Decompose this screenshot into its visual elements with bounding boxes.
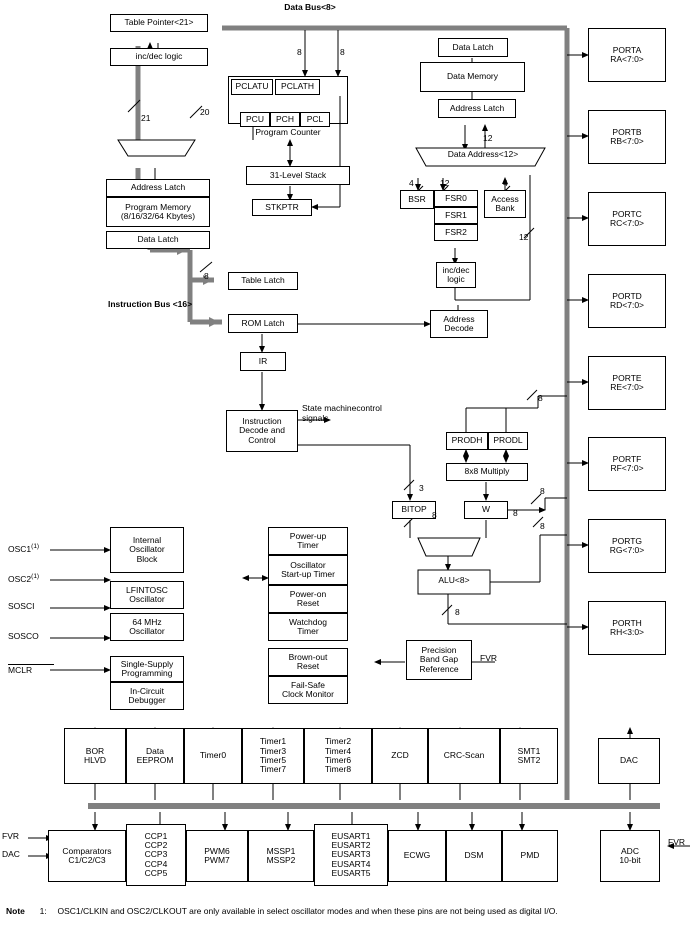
width-3-bitop: 3: [419, 483, 424, 493]
block-64mhz-oscillator: 64 MHz Oscillator: [110, 613, 184, 641]
peripheral-dac: DAC: [598, 738, 660, 784]
block-bsr: BSR: [400, 190, 434, 209]
width-8-bitop: 8: [432, 510, 437, 520]
port-e-bits: RE<7:0>: [610, 382, 644, 392]
peripheral-adc: ADC 10-bit: [600, 830, 660, 882]
block-instruction-decode: Instruction Decode and Control: [226, 410, 298, 452]
width-12-bus: 12: [519, 232, 529, 242]
width-8-tablelatch: 8: [204, 271, 209, 281]
label-alu: ALU<8>: [438, 575, 470, 585]
block-fsr1: FSR1: [434, 207, 478, 224]
port-d: [588, 274, 666, 328]
block-pcu: PCU: [240, 112, 270, 127]
block-address-latch-left: Address Latch: [106, 179, 210, 197]
block-in-circuit-debugger: In-Circuit Debugger: [110, 682, 184, 710]
block-address-latch-right: Address Latch: [438, 99, 516, 118]
block-table-latch: Table Latch: [228, 272, 298, 290]
label-instruction-bus: Instruction Bus <16>: [108, 299, 193, 309]
width-8-prod: 8: [538, 393, 543, 403]
label-program-counter: Program Counter: [255, 127, 321, 137]
block-pclatu: PCLATU: [231, 79, 273, 95]
block-rom-latch: ROM Latch: [228, 314, 298, 333]
block-bitop: BITOP: [392, 501, 436, 519]
peripheral-bor-hlvd: BOR HLVD: [64, 728, 126, 784]
osc2-note-ref: (1): [31, 573, 40, 580]
block-program-memory: [106, 197, 210, 227]
port-c-bits: RC<7:0>: [609, 218, 645, 228]
port-h: [588, 601, 666, 655]
port-h-bits: RH<3:0>: [609, 627, 645, 637]
pin-fvr-left: FVR: [2, 831, 19, 841]
pin-fvr-right: FVR: [668, 837, 685, 847]
block-multiply: 8x8 Multiply: [446, 463, 528, 481]
width-8-alu-fb: 8: [540, 521, 545, 531]
peripheral-eusart: EUSART1 EUSART2 EUSART3 EUSART4 EUSART5: [314, 824, 388, 886]
port-h-name: PORTH: [612, 617, 642, 628]
width-21: 21: [141, 113, 151, 123]
block-ir: IR: [240, 352, 286, 371]
block-31-level-stack: 31-Level Stack: [246, 166, 350, 185]
block-pch: PCH: [270, 112, 300, 127]
block-stkptr: STKPTR: [252, 199, 312, 216]
peripheral-timer1357: Timer1 Timer3 Timer5 Timer7: [242, 728, 304, 784]
footnote-label: Note: [6, 906, 25, 916]
peripheral-timer2468: Timer2 Timer4 Timer6 Timer8: [304, 728, 372, 784]
peripheral-crc-scan: CRC-Scan: [428, 728, 500, 784]
width-8-pclatu: 8: [297, 47, 302, 57]
osc1-note-ref: (1): [31, 543, 40, 550]
block-data-latch-right: Data Latch: [438, 38, 508, 57]
port-e: [588, 356, 666, 410]
port-c: [588, 192, 666, 246]
block-w-register: W: [464, 501, 508, 519]
port-d-name: PORTD: [612, 290, 642, 301]
peripheral-pmd: PMD: [502, 830, 558, 882]
port-b-bits: RB<7:0>: [610, 136, 644, 146]
block-table-pointer: Table Pointer<21>: [110, 14, 208, 32]
port-f: [588, 437, 666, 491]
block-fsr0: FSR0: [434, 190, 478, 207]
port-c-name: PORTC: [612, 208, 642, 219]
pin-dac-left: DAC: [2, 849, 20, 859]
port-b-name: PORTB: [612, 126, 642, 137]
port-d-bits: RD<7:0>: [609, 300, 645, 310]
pin-sosci: SOSCI: [8, 601, 35, 611]
block-address-decode: Address Decode: [430, 310, 488, 338]
block-power-on-reset: Power-on Reset: [268, 585, 348, 613]
peripheral-mssp: MSSP1 MSSP2: [248, 830, 314, 882]
peripheral-dsm: DSM: [446, 830, 502, 882]
footnote-text: OSC1/CLKIN and OSC2/CLKOUT are only available in select oscillator modes and when these pins are not being used as digital I/O.: [57, 906, 558, 916]
block-incdec-logic: inc/dec logic: [110, 48, 208, 66]
program-memory-line1: Program Memory (8/16/32/64 Kbytes): [120, 201, 196, 221]
peripheral-smt: SMT1 SMT2: [500, 728, 558, 784]
block-oscillator-startup-timer: Oscillator Start-up Timer: [268, 555, 348, 585]
port-f-name: PORTF: [612, 453, 642, 464]
width-8-alu-out: 8: [455, 607, 460, 617]
pin-sosco: SOSCO: [8, 631, 39, 641]
width-20: 20: [200, 107, 210, 117]
port-g-name: PORTG: [611, 535, 643, 546]
peripheral-ecwg: ECWG: [388, 830, 446, 882]
port-b: [588, 110, 666, 164]
block-fail-safe-clock-monitor: Fail-Safe Clock Monitor: [268, 676, 348, 704]
footnote: [6, 906, 694, 916]
block-single-supply-programming: Single-Supply Programming: [110, 656, 184, 682]
width-4-access: 4: [503, 178, 508, 188]
block-data-latch-left: Data Latch: [106, 231, 210, 249]
width-4-bsr: 4: [409, 178, 414, 188]
peripheral-pwm: PWM6 PWM7: [186, 830, 248, 882]
port-f-bits: RF<7:0>: [610, 463, 644, 473]
block-prodh: PRODH: [446, 432, 488, 450]
pin-mclr: MCLR: [8, 664, 54, 676]
label-data-address: Data Address<12>: [447, 149, 519, 159]
block-prodl: PRODL: [488, 432, 528, 450]
pin-osc1: OSC1$^{(1)}$: [8, 543, 40, 554]
width-8-alu-in: 8: [540, 486, 545, 496]
block-fsr2: FSR2: [434, 224, 478, 241]
width-12-fsr: 12: [440, 178, 450, 188]
peripheral-comparators: Comparators C1/C2/C3: [48, 830, 126, 882]
width-8-w: 8: [513, 508, 518, 518]
peripheral-zcd: ZCD: [372, 728, 428, 784]
label-data-bus: Data Bus<8>: [284, 2, 336, 12]
block-brown-out-reset: Brown-out Reset: [268, 648, 348, 676]
port-g-bits: RG<7:0>: [609, 545, 645, 555]
peripheral-ccp: CCP1 CCP2 CCP3 CCP4 CCP5: [126, 824, 186, 886]
peripheral-data-eeprom: Data EEPROM: [126, 728, 184, 784]
width-8-pclath: 8: [340, 47, 345, 57]
block-incdec-logic-2: inc/dec logic: [436, 262, 476, 288]
port-e-name: PORTE: [612, 372, 642, 383]
block-pcl: PCL: [300, 112, 330, 127]
port-g: [588, 519, 666, 573]
peripheral-timer0: Timer0: [184, 728, 242, 784]
block-access-bank: Access Bank: [484, 190, 526, 218]
port-a: [588, 28, 666, 82]
label-state-machine: State machinecontrol signals: [302, 403, 382, 423]
port-a-bits: RA<7:0>: [610, 54, 644, 64]
block-lfintosc: LFINTOSC Oscillator: [110, 581, 184, 609]
block-watchdog-timer: Watchdog Timer: [268, 613, 348, 641]
block-pclath: PCLATH: [275, 79, 320, 95]
footnote-number: 1:: [39, 906, 47, 916]
port-a-name: PORTA: [612, 44, 642, 55]
width-12-datalatch: 12: [483, 133, 493, 143]
pin-osc2: OSC2$^{(1)}$: [8, 573, 40, 584]
block-internal-oscillator: Internal Oscillator Block: [110, 527, 184, 573]
block-data-memory: Data Memory: [420, 62, 525, 92]
label-fvr-bandgap: FVR: [480, 653, 497, 663]
block-precision-bandgap: Precision Band Gap Reference: [406, 640, 472, 680]
block-power-up-timer: Power-up Timer: [268, 527, 348, 555]
